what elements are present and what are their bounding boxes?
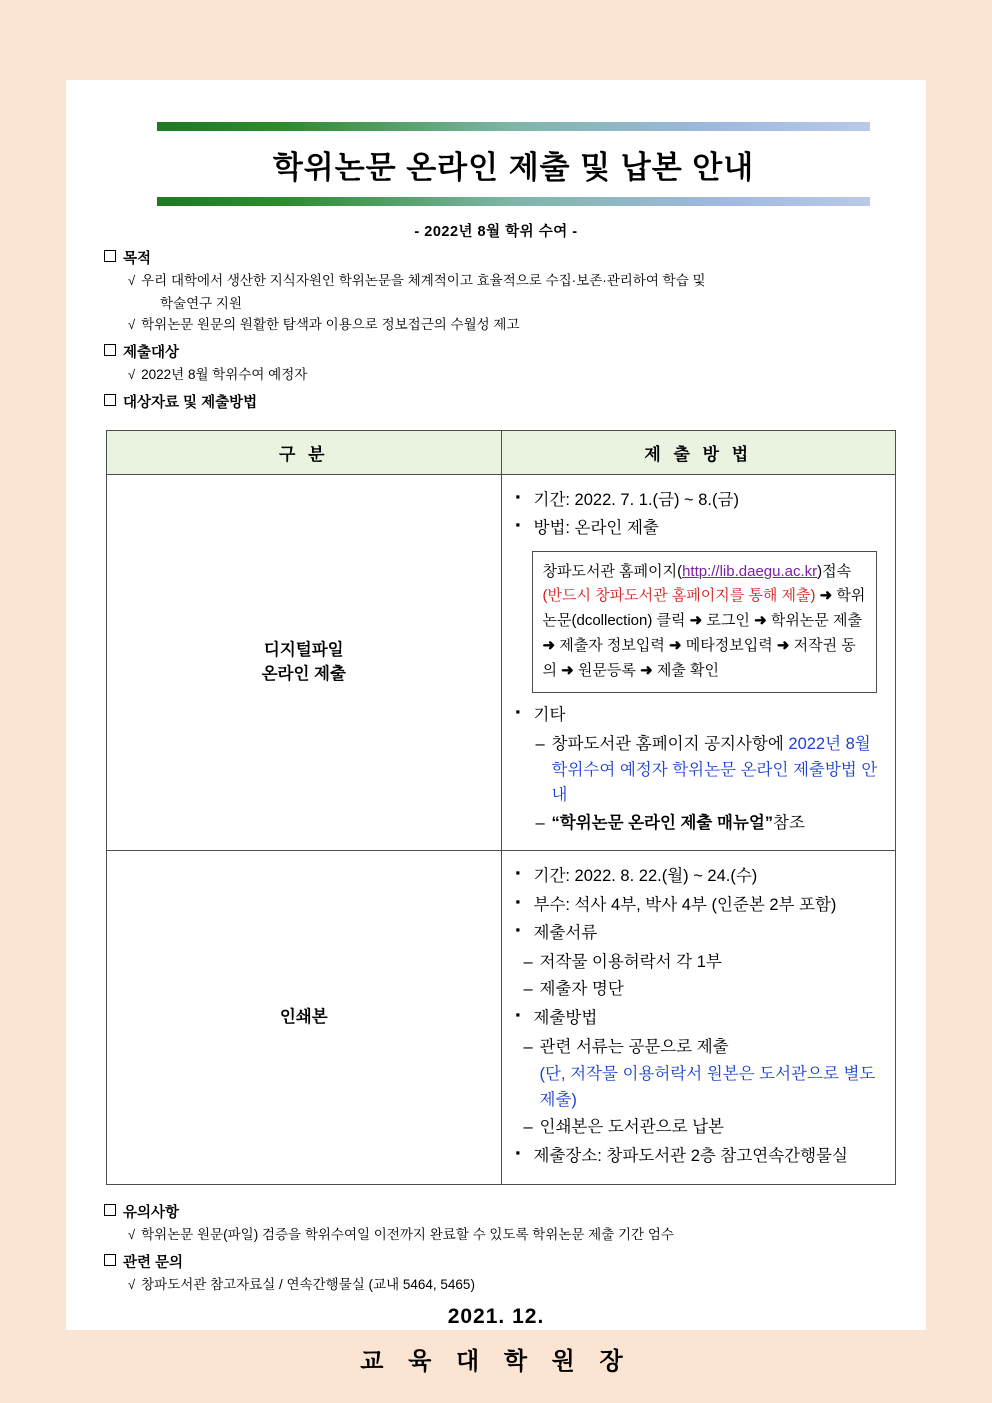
row-body-digital — [501, 474, 896, 851]
print-document-2: – 제출자 명단 — [524, 977, 884, 1003]
row-body-print — [501, 851, 896, 1185]
arrow-icon: ➜ — [669, 636, 682, 654]
arrow-icon: ➜ — [640, 661, 653, 679]
procedure-step-1: 학위논문(dcollection) 클릭 — [542, 587, 866, 630]
print-method-note: (단, 저작물 이용허락서 원본은 도서관으로 별도 제출) — [539, 1065, 876, 1109]
table-header-method: 제 출 방 법 — [501, 430, 896, 474]
print-document-1: – 저작물 이용허락서 각 1부 — [524, 950, 884, 976]
procedure-step-3: 학위논문 제출 — [770, 612, 862, 630]
print-method-1: – 관련 서류는 공문으로 제출 — [524, 1035, 884, 1061]
footer-organization: 교 육 대 학 원 장 — [360, 1348, 632, 1376]
check-icon: √ — [128, 1227, 136, 1243]
check-icon: √ — [128, 1277, 136, 1293]
table-header-row — [107, 430, 896, 474]
section-purpose — [102, 247, 890, 335]
procedure-post: )접속 — [817, 562, 852, 580]
table-row — [107, 851, 896, 1185]
procedure-pre: 창파도서관 홈페이지( — [542, 562, 683, 580]
section-contact-item-1: √ 창파도서관 참고자료실 / 연속간행물실 (교내 5464, 5465) — [128, 1277, 475, 1293]
section-contact — [102, 1251, 890, 1295]
check-icon: √ — [128, 316, 136, 332]
section-materials-heading: 대상자료 및 제출방법 — [104, 391, 890, 412]
digital-etc-item-2 — [536, 811, 884, 837]
footer-date: 2021. 12. — [447, 1305, 545, 1329]
print-method-2: – 인쇄본은 도서관으로 납본 — [524, 1115, 884, 1141]
procedure-step-7: 원문등록 — [577, 661, 636, 679]
subtitle: - 2022년 8월 학위 수여 - — [414, 224, 578, 240]
section-materials — [102, 391, 890, 412]
title-bottom-bar — [157, 197, 870, 206]
procedure-step-8: 제출 확인 — [656, 661, 719, 679]
square-bullet-icon — [104, 394, 116, 406]
square-bullet-icon — [104, 1254, 116, 1266]
print-documents-label: ▪ 제출서류 — [514, 921, 884, 947]
etc-item-1-plain: 창파도서관 홈페이지 공지사항에 — [551, 734, 789, 753]
section-target-heading: 제출대상 — [104, 341, 890, 362]
submission-table — [106, 430, 896, 1186]
etc-item-2-tail: 참조 — [773, 813, 805, 832]
procedure-step-6: 저작권 동의 — [542, 636, 856, 679]
section-notice — [102, 1201, 890, 1245]
print-period: ▪ 기간: 2022. 8. 22.(월) ~ 24.(수) — [514, 864, 884, 890]
arrow-icon: ➜ — [819, 587, 833, 605]
document-page — [66, 80, 926, 1376]
title-top-bar — [157, 122, 870, 131]
digital-method: ▪ 방법: 온라인 제출 — [514, 516, 884, 542]
digital-period: ▪ 기간: 2022. 7. 1.(금) ~ 8.(금) — [514, 488, 884, 514]
section-notice-heading: 유의사항 — [104, 1201, 890, 1222]
etc-item-2-quote: “학위논문 온라인 제출 매뉴얼” — [551, 813, 774, 832]
section-contact-heading: 관련 문의 — [104, 1251, 890, 1272]
square-bullet-icon — [104, 344, 116, 356]
section-notice-item-1: √ 학위논문 원문(파일) 검증을 학위수여일 이전까지 완료할 수 있도록 학위논문 제출 기간 엄수 — [128, 1227, 674, 1243]
etc-item-1-highlight: 2022년 8월 학위수여 예정자 학위논문 온라인 제출방법 안내 — [551, 734, 878, 805]
library-homepage-link[interactable]: http://lib.daegu.ac.kr — [682, 562, 818, 580]
row-category-print: 인쇄본 — [107, 851, 502, 1185]
section-target-item-1: √ 2022년 8월 학위수여 예정자 — [128, 366, 308, 382]
section-purpose-item-2: √ 학위논문 원문의 원활한 탐색과 이용으로 정보접근의 수월성 제고 — [128, 316, 520, 332]
print-place: ▪ 제출장소: 창파도서관 2층 참고연속간행물실 — [514, 1144, 884, 1170]
arrow-icon: ➜ — [776, 636, 790, 654]
procedure-note: (반드시 창파도서관 홈페이지를 통해 제출) — [542, 587, 816, 605]
arrow-icon: ➜ — [754, 612, 767, 630]
title-band — [157, 122, 870, 206]
section-purpose-item-1-cont: 학술연구 지원 — [160, 295, 242, 311]
section-purpose-item-1: √ 우리 대학에서 생산한 지식자원인 학위논문을 체계적이고 효율적으로 수집·보존·관리하여 학습 및 — [128, 273, 706, 288]
section-target — [102, 341, 890, 385]
print-copies: ▪ 부수: 석사 4부, 박사 4부 (인준본 2부 포함) — [514, 893, 884, 919]
section-purpose-heading: 목적 — [104, 247, 890, 268]
check-icon: √ — [128, 273, 136, 288]
digital-etc-item-1 — [536, 732, 884, 809]
table-header-category: 구 분 — [107, 430, 502, 474]
arrow-icon: ➜ — [542, 636, 556, 654]
table-row — [107, 474, 896, 851]
page-title: 학위논문 온라인 제출 및 납본 안내 — [272, 150, 755, 185]
square-bullet-icon — [104, 250, 116, 262]
procedure-box — [532, 551, 878, 694]
procedure-step-5: 메타정보입력 — [685, 636, 773, 654]
procedure-step-2: 로그인 — [706, 612, 750, 630]
digital-etc-label: ▪ 기타 — [514, 703, 884, 729]
check-icon: √ — [128, 366, 136, 382]
procedure-step-4: 제출자 정보입력 — [559, 636, 665, 654]
arrow-icon: ➜ — [561, 661, 574, 679]
arrow-icon: ➜ — [689, 612, 703, 630]
square-bullet-icon — [104, 1204, 116, 1216]
row-category-digital: 디지털파일 온라인 제출 — [107, 474, 502, 851]
print-method-label: ▪ 제출방법 — [514, 1006, 884, 1032]
